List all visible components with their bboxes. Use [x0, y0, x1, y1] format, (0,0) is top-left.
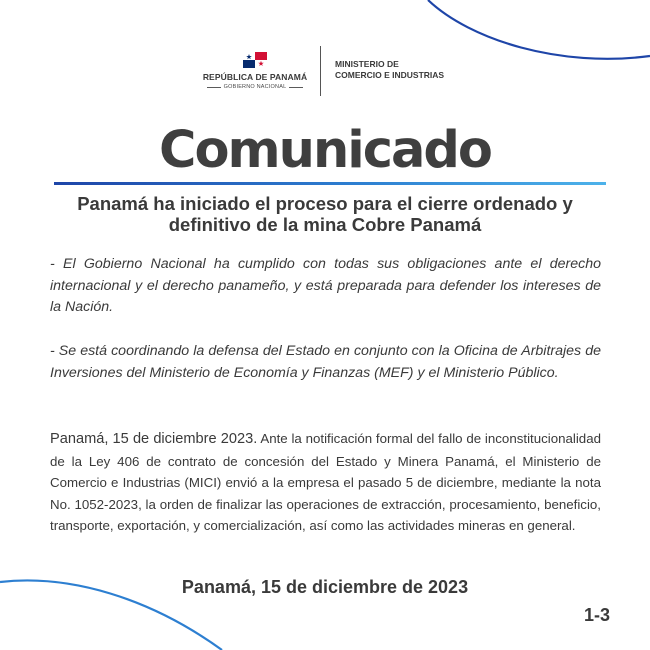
government-name: REPÚBLICA DE PANAMÁ [202, 72, 308, 82]
body-dateline: Panamá, 15 de diciembre 2023. [50, 431, 258, 447]
body-text: Ante la notificación formal del fallo de inconstitucionalidad de la Ley 406 de contrato de concesión del Estado y Minera Panamá, el Ministerio de Comercio e Industrias (MICI) envió a la empresa el pasado 5 de diciembre, mediante la nota No. 1052-2023, la orden de finalizar las operaciones de extracción, procesamiento, beneficio, transporte, exportación, y comercialización, así como las actividades mineras en general. [50, 431, 601, 533]
government-logo-block [196, 52, 314, 90]
header-divider [320, 46, 321, 96]
page-title: Comunicado [159, 121, 491, 180]
ministry-line-1: MINISTERIO DE [335, 59, 399, 69]
government-subtitle-row [196, 84, 314, 90]
bullet-paragraph-1: - El Gobierno Nacional ha cumplido con todas sus obligaciones ante el derecho internacional y el derecho panameño, y está preparada para defender los intereses de la Nación. [50, 256, 601, 315]
bullet-paragraph-2: - Se está coordinando la defensa del Estado en conjunto con la Oficina de Arbitrajes de Inversiones del Ministerio de Economía y Finanzas (MEF) y el Ministerio Público. [50, 343, 601, 381]
panama-flag-icon [243, 52, 267, 68]
page-indicator: 1-3 [584, 605, 611, 625]
headline: Panamá ha iniciado el proceso para el cierre ordenado y definitivo de la mina Cobre Panamá [77, 193, 573, 235]
header [0, 46, 650, 106]
body-paragraph [50, 428, 601, 537]
government-subtitle: GOBIERNO NACIONAL [223, 84, 287, 90]
footer-date: Panamá, 15 de diciembre de 2023 [181, 577, 469, 597]
rule-right [289, 87, 303, 88]
rule-left [207, 87, 221, 88]
ministry-name [335, 59, 444, 81]
ministry-line-2: COMERCIO E INDUSTRIAS [335, 70, 445, 80]
title-underline [54, 182, 606, 185]
